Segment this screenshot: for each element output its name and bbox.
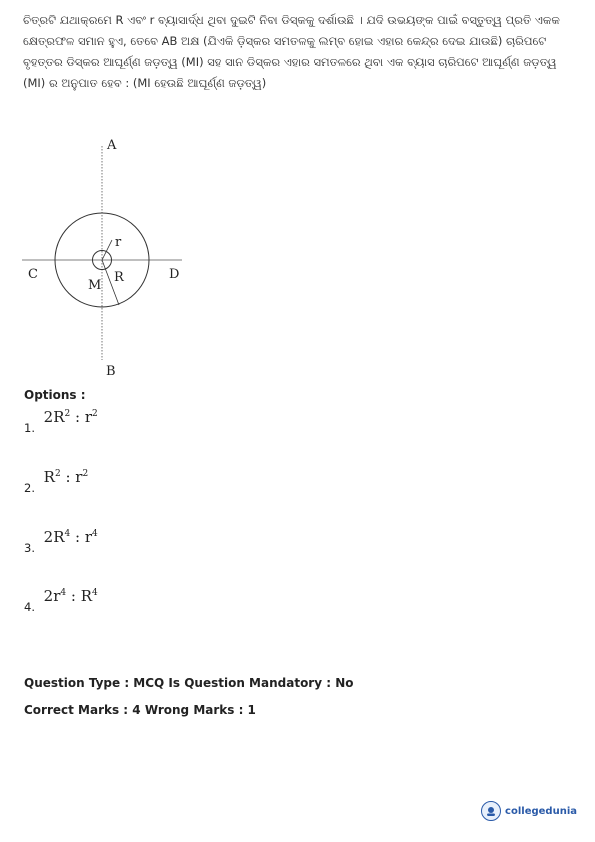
option-expression: $2R^2$ : $r^2$ <box>43 408 98 426</box>
label-big-r: R <box>114 270 124 285</box>
option-1[interactable] <box>24 408 98 436</box>
question-type-line: Question Type : MCQ Is Question Mandatory : No <box>24 676 354 690</box>
marks-line: Correct Marks : 4 Wrong Marks : 1 <box>24 703 256 717</box>
option-expression: $R^2$ : $r^2$ <box>43 468 89 486</box>
option-number: 3. <box>24 541 35 555</box>
logo-text: collegedunia <box>505 805 577 817</box>
label-m: M <box>88 278 102 293</box>
option-number: 2. <box>24 481 35 495</box>
option-3[interactable] <box>24 528 98 556</box>
label-b: B <box>106 364 116 377</box>
label-small-r: r <box>115 235 122 250</box>
options-title: Options : <box>24 388 86 402</box>
option-2[interactable] <box>24 468 89 496</box>
option-number: 1. <box>24 421 35 435</box>
disc-diagram <box>22 132 222 377</box>
label-d: D <box>169 267 180 282</box>
collegedunia-logo <box>481 801 577 821</box>
option-expression: $2r^4$ : $R^4$ <box>43 587 98 605</box>
option-expression: $2R^4$ : $r^4$ <box>43 528 98 546</box>
collegedunia-logo-icon <box>481 801 501 821</box>
option-4[interactable] <box>24 587 98 615</box>
label-a: A <box>107 138 117 153</box>
option-number: 4. <box>24 600 35 614</box>
question-text: ଚିତ୍ରଟି ଯଥାକ୍ରମେ R ଏବଂ r ବ୍ୟାସାର୍ଦ୍ଧ ଥିବା ଦୁଇଟି ନିବା ଡିସ୍କକୁ ଦର୍ଶାଉଛି । ଯଦି ଉଭୟଙ୍କ ପାଇଁ ବସ୍ତୁତ୍ୱ ପ୍ରତି ଏକକ କ୍ଷେତ୍ରଫଳ ସମାନ ହୁଏ, ତେବେ AB ଅକ୍ଷ (ଯିଏକି ଡ଼ିସ୍କର ସମତଳକୁ ଲମ୍ବ ହୋଇ ଏହାର କେନ୍ଦ୍ର ଦେଇ ଯାଉଛି) ଚାରିପଟେ ବୃହତ୍ତର ଡିସ୍କର ଆଘୂର୍ଣ୍ଣ ଜଡ଼ତ୍ୱ (MI) ସହ ସାନ ଡିସ୍କର ଏହାର ସମତଳରେ ଥିବା ଏକ ବ୍ୟାସ ଚାରିପଟେ ଆଘୂର୍ଣ୍ଣ ଜଡ଼ତ୍ୱ (MI) ର ଅନୁପାତ ହେବ : (MI ହେଉଛି ଆଘୂର୍ଣ୍ଣ ଜଡ଼ତ୍ୱ) <box>23 13 560 90</box>
label-c: C <box>28 267 38 282</box>
